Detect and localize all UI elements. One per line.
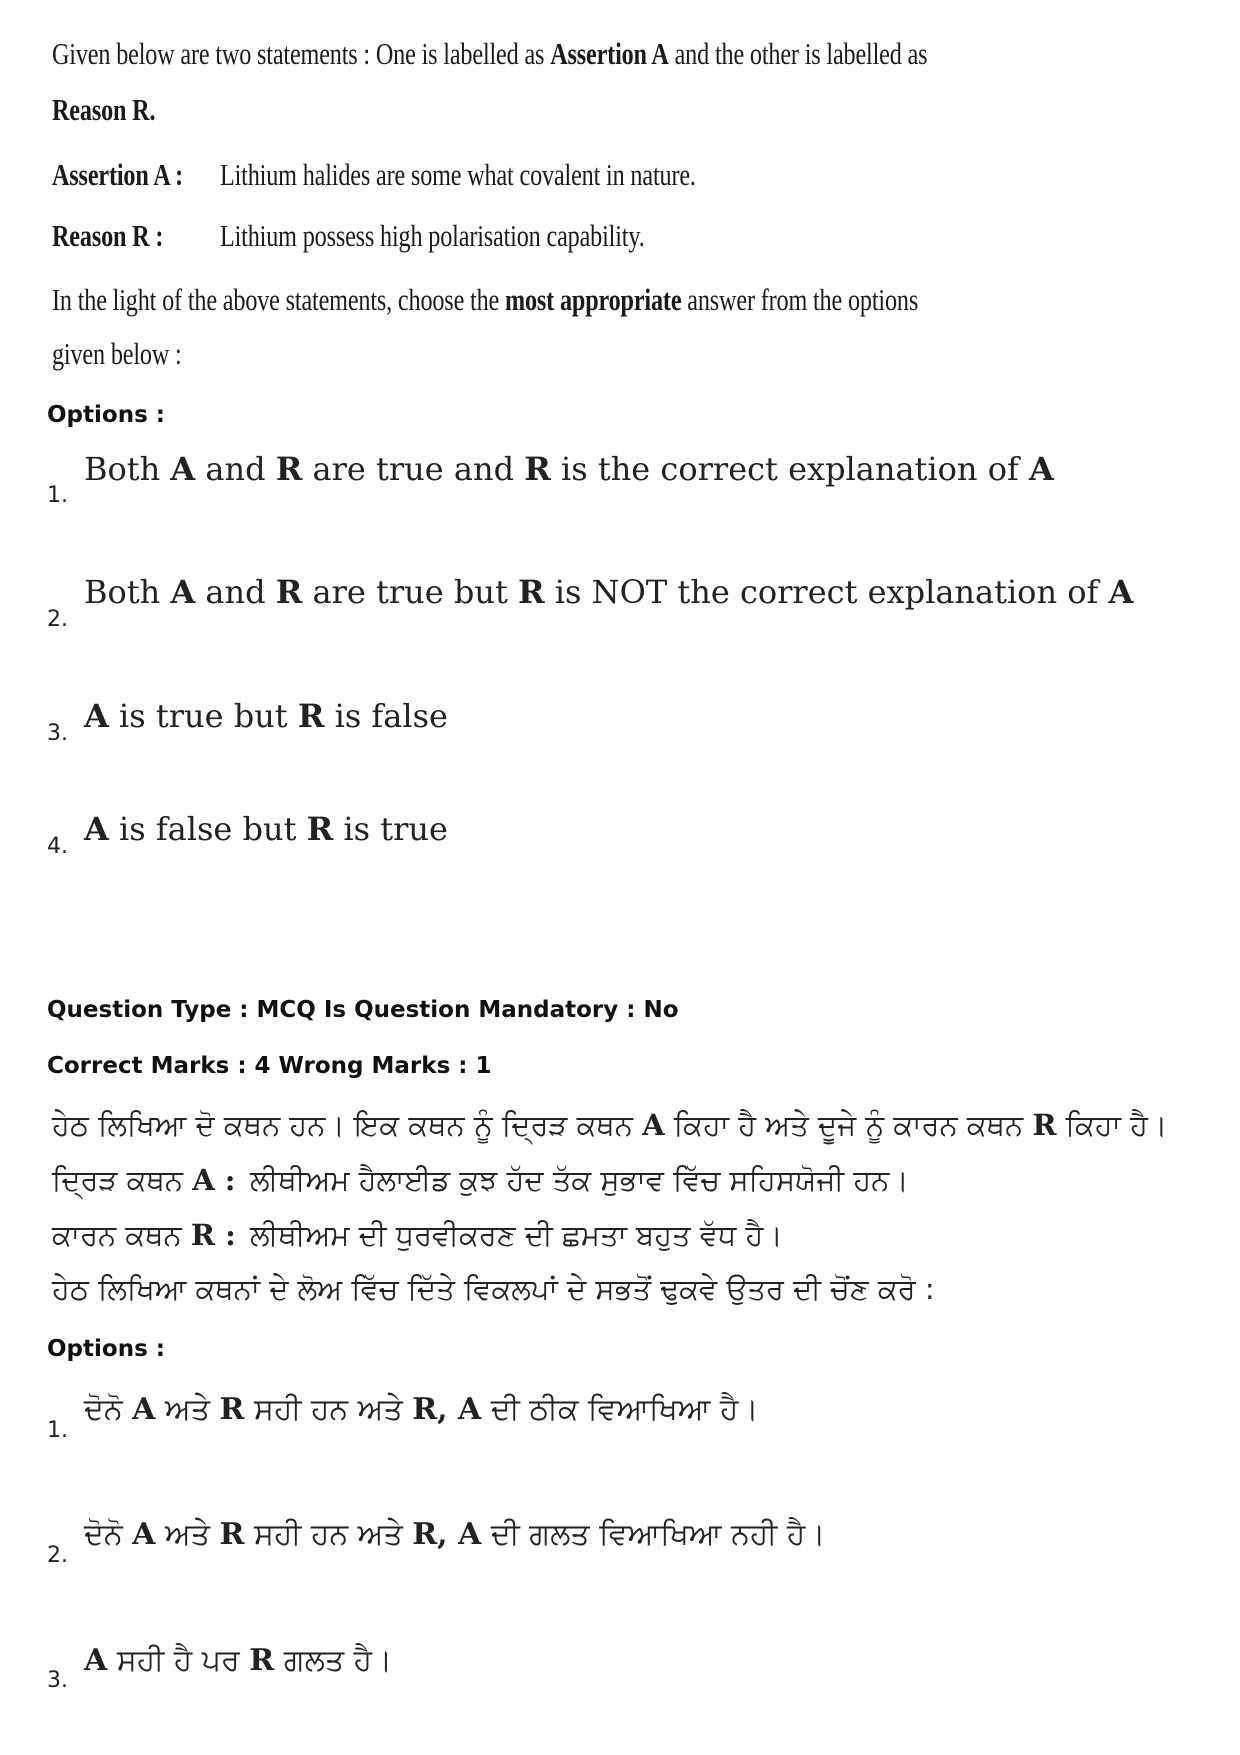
intro-bold-assertion: Assertion A — [550, 36, 669, 71]
assertion-label — [52, 157, 183, 193]
pa-assertion-label-bold: A : — [192, 1163, 236, 1197]
pa-option-3[interactable] — [84, 1643, 392, 1678]
option-text: ਦੋਨੋ — [84, 1392, 133, 1427]
option-bold: A — [1028, 450, 1054, 488]
pa-intro-line — [52, 1108, 1167, 1143]
option-bold: R — [524, 450, 551, 488]
pa-options-heading: Options : — [47, 1336, 165, 1362]
option-bold: R — [219, 1517, 245, 1552]
assertion-label-text: Assertion A : — [52, 157, 183, 192]
option-text: is NOT the correct explanation of — [544, 573, 1109, 611]
option-text: is true — [333, 810, 448, 848]
option-text: ਗਲਤ ਹੈ। — [274, 1643, 393, 1678]
option-3[interactable] — [84, 697, 448, 735]
option-number: 2. — [47, 1543, 68, 1568]
option-number: 1. — [47, 483, 68, 508]
reason-text: Lithium possess high polarisation capability. — [220, 218, 645, 253]
option-bold: R — [219, 1392, 245, 1427]
option-text: ਦੀ ਗਲਤ ਵਿਆਖਿਆ ਨਹੀ ਹੈ। — [481, 1517, 826, 1552]
pa-intro-text-2: ਕਿਹਾ ਹੈ ਅਤੇ ਦੂਜੇ ਨੂੰ ਕਾਰਨ ਕਥਨ — [673, 1108, 1024, 1142]
assertion-text: Lithium halides are some what covalent in nature. — [220, 157, 696, 192]
option-bold: A — [170, 450, 196, 488]
pa-assertion-text: ਲੀਥੀਅਮ ਹੈਲਾਈਡ ਕੁਝ ਹੱਦ ਤੱਕ ਸੁਭਾਵ ਵਿੱਚ ਸਹਿਸਯੋਜੀ ਹਨ। — [250, 1163, 909, 1197]
question-intro-line1 — [52, 36, 927, 72]
option-text: ਅਤੇ — [155, 1392, 220, 1427]
option-text: ਦੀ ਠੀਕ ਵਿਆਖਿਆ ਹੈ। — [481, 1392, 759, 1427]
option-text: is false but — [108, 810, 307, 848]
pa-option-2[interactable] — [84, 1517, 825, 1552]
pa-assertion-label — [52, 1163, 236, 1198]
pa-intro-bold-a: A — [642, 1108, 665, 1142]
option-bold: A — [84, 697, 109, 735]
intro-text: Given below are two statements : One is labelled as — [52, 36, 545, 71]
option-bold: A — [132, 1517, 156, 1552]
option-text: are true and — [302, 450, 525, 488]
pa-reason-label — [52, 1218, 236, 1253]
option-bold: R, A — [412, 1517, 482, 1552]
option-number: 1. — [47, 1418, 68, 1443]
instruction-text: In the light of the above statements, choose the — [52, 282, 500, 317]
intro-reason: Reason R. — [52, 92, 156, 127]
option-bold: R — [275, 573, 303, 611]
instruction-bold: most appropriate — [505, 282, 682, 317]
option-text: is true but — [108, 697, 298, 735]
option-bold: R — [306, 810, 334, 848]
option-text: Both — [84, 450, 171, 488]
option-4[interactable] — [84, 810, 448, 848]
option-text: ਅਤੇ — [155, 1517, 220, 1552]
reason-label-text: Reason R : — [52, 218, 164, 253]
option-text: ਸਹੀ ਹੈ ਪਰ — [107, 1643, 250, 1678]
option-bold: A — [1108, 573, 1134, 611]
option-text: is the correct explanation of — [550, 450, 1029, 488]
pa-reason-label-text: ਕਾਰਨ ਕਥਨ — [52, 1218, 182, 1252]
option-text: and — [195, 573, 276, 611]
option-bold: R — [249, 1643, 275, 1678]
option-number: 3. — [47, 1668, 68, 1693]
instruction-line2: given below : — [52, 336, 182, 371]
option-text: Both — [84, 573, 171, 611]
option-bold: A — [170, 573, 196, 611]
option-text: ਦੋਨੋ — [84, 1517, 133, 1552]
option-text: are true but — [302, 573, 519, 611]
intro-text-2: and the other is labelled as — [674, 36, 928, 71]
option-bold: R, A — [412, 1392, 482, 1427]
pa-intro-text-3: ਕਿਹਾ ਹੈ। — [1065, 1108, 1168, 1142]
option-text: ਸਹੀ ਹਨ ਅਤੇ — [244, 1392, 413, 1427]
option-bold: A — [84, 810, 109, 848]
option-number: 2. — [47, 607, 68, 632]
question-intro-line2 — [52, 92, 155, 128]
option-bold: R — [297, 697, 325, 735]
pa-assertion-label-text: ਦ੍ਰਿੜ ਕਥਨ — [52, 1163, 183, 1197]
instruction-line1 — [52, 282, 918, 318]
pa-reason-text: ਲੀਥੀਅਮ ਦੀ ਧੁਰਵੀਕਰਣ ਦੀ ਛਮਤਾ ਬਹੁਤ ਵੱਧ ਹੈ। — [250, 1218, 783, 1252]
option-bold: R — [275, 450, 303, 488]
option-2[interactable] — [84, 573, 1133, 611]
pa-intro-bold-r: R — [1032, 1108, 1057, 1142]
pa-option-1[interactable] — [84, 1392, 759, 1427]
option-number: 3. — [47, 721, 68, 746]
marks-line: Correct Marks : 4 Wrong Marks : 1 — [47, 1053, 492, 1079]
pa-reason-label-bold: R : — [190, 1218, 236, 1252]
option-text: is false — [324, 697, 448, 735]
option-bold: R — [518, 573, 545, 611]
option-bold: A — [84, 1643, 108, 1678]
option-bold: A — [132, 1392, 156, 1427]
option-number: 4. — [47, 834, 68, 859]
question-type-line: Question Type : MCQ Is Question Mandatory : No — [47, 997, 679, 1023]
option-1[interactable] — [84, 450, 1054, 488]
option-text: and — [195, 450, 276, 488]
reason-label — [52, 218, 163, 254]
options-heading: Options : — [47, 402, 165, 428]
pa-intro-text: ਹੇਠ ਲਿਖਿਆ ਦੋ ਕਥਨ ਹਨ। ਇਕ ਕਥਨ ਨੂੰ ਦ੍ਰਿੜ ਕਥਨ — [52, 1108, 633, 1142]
option-text: ਸਹੀ ਹਨ ਅਤੇ — [244, 1517, 413, 1552]
pa-instruction: ਹੇਠ ਲਿਖਿਆ ਕਥਨਾਂ ਦੇ ਲੋਅ ਵਿੱਚ ਦਿੱਤੇ ਵਿਕਲਪਾਂ ਦੇ ਸਭਤੋਂ ਢੁਕਵੇ ਉਤਰ ਦੀ ਚੋਂਣ ਕਰੋ : — [52, 1272, 935, 1306]
instruction-text-2: answer from the options — [687, 282, 919, 317]
